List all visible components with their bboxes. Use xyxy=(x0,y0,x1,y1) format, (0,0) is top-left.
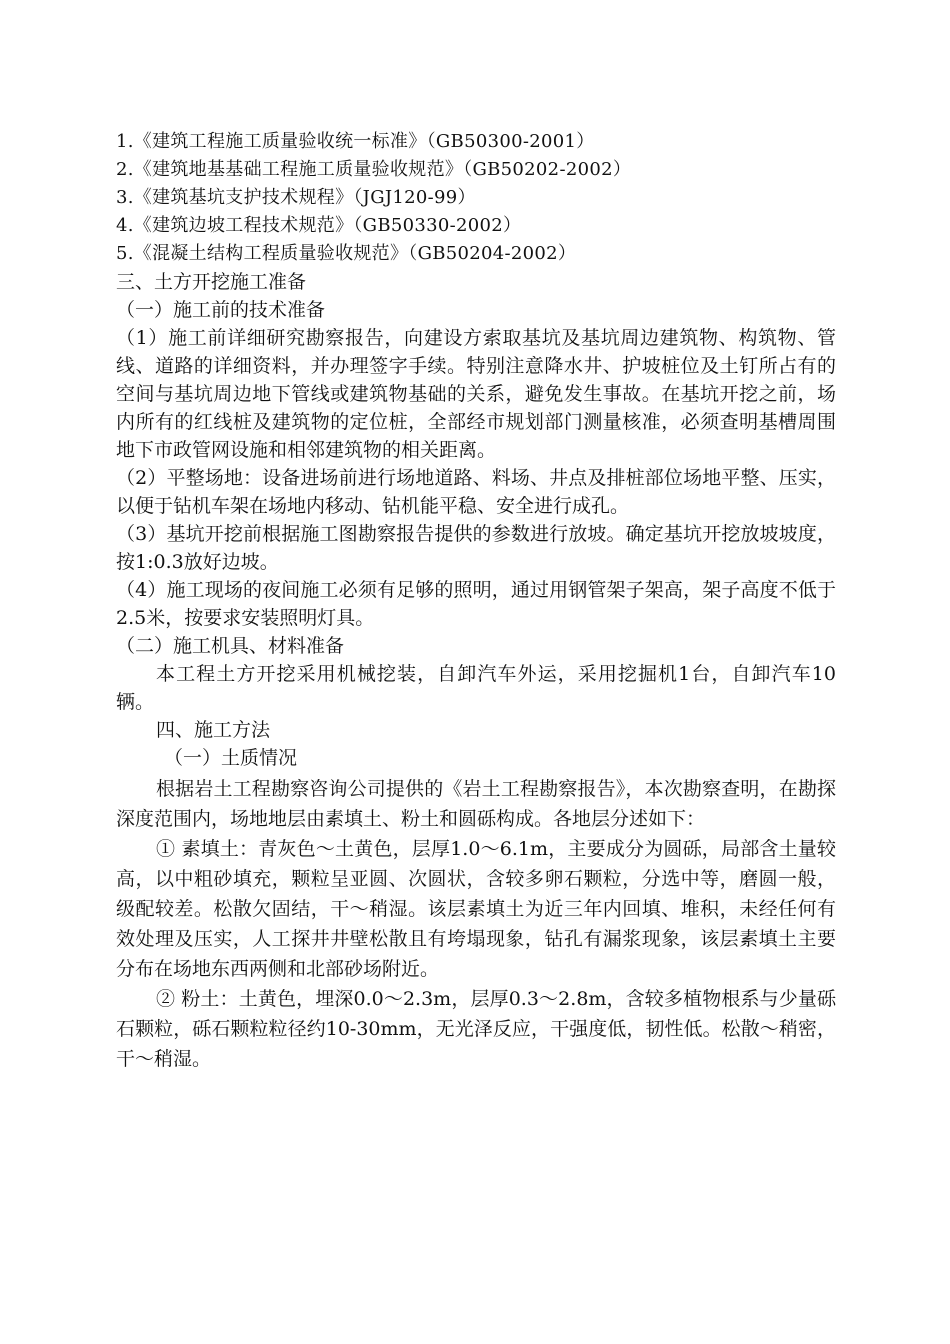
paragraph: （2）平整场地：设备进场前进行场地道路、料场、井点及排桩部位场地平整、压实，以便于钻机车架在场地内移动、钻机能平稳、安全进行成孔。 xyxy=(116,467,836,517)
section-heading: 三、土方开挖施工准备 xyxy=(116,271,307,293)
subsection-heading: （一）施工前的技术准备 xyxy=(116,299,326,321)
subsection-heading: （一）土质情况 xyxy=(164,747,298,769)
reference-item: 3.《建筑基坑支护技术规程》（JGJ120-99） xyxy=(116,187,476,208)
reference-item: 2.《建筑地基基础工程施工质量验收规范》（GB50202-2002） xyxy=(116,159,632,180)
reference-item: 4.《建筑边坡工程技术规范》（GB50330-2002） xyxy=(116,215,522,236)
reference-item: 5.《混凝土结构工程质量验收规范》（GB50204-2002） xyxy=(116,243,577,264)
section-heading: 四、施工方法 xyxy=(156,719,271,741)
paragraph: 本工程土方开挖采用机械挖装，自卸汽车外运，采用挖掘机1台，自卸汽车10辆。 xyxy=(116,663,836,713)
soil-layer-description: ② 粉土：土黄色，埋深0.0～2.3m，层厚0.3～2.8m，含较多植物根系与少量砾石颗粒，砾石颗粒粒径约10-30mm，无光泽反应，干强度低，韧性低。松散～稍密，干～稍湿。 xyxy=(116,988,836,1070)
paragraph: （1）施工前详细研究勘察报告，向建设方索取基坑及基坑周边建筑物、构筑物、管线、道路的详细资料，并办理签字手续。特别注意降水井、护坡桩位及土钉所占有的空间与基坑周边地下管线或建筑物基础的关系，避免发生事故。在基坑开挖之前，场内所有的红线桩及建筑物的定位桩，全部经市规划部门测量核准，必须查明基槽周围地下市政管网设施和相邻建筑物的相关距离。 xyxy=(116,327,836,461)
document-page xyxy=(116,128,836,1074)
paragraph: 根据岩土工程勘察咨询公司提供的《岩土工程勘察报告》，本次勘察查明，在勘探深度范围内，场地地层由素填土、粉土和圆砾构成。各地层分述如下： xyxy=(116,778,836,830)
paragraph: （4）施工现场的夜间施工必须有足够的照明，通过用钢管架子架高，架子高度不低于2.5米，按要求安装照明灯具。 xyxy=(116,579,836,629)
soil-layer-description: ① 素填土：青灰色～土黄色，层厚1.0～6.1m，主要成分为圆砾，局部含土量较高，以中粗砂填充，颗粒呈亚圆、次圆状，含较多卵石颗粒，分选中等，磨圆一般，级配较差。松散欠固结，干～稍湿。该层素填土为近三年内回填、堆积，未经任何有效处理及压实，人工探井井壁松散且有垮塌现象，钻孔有漏浆现象，该层素填土主要分布在场地东西两侧和北部砂场附近。 xyxy=(116,838,836,980)
reference-item: 1.《建筑工程施工质量验收统一标准》（GB50300-2001） xyxy=(116,131,595,152)
paragraph: （3）基坑开挖前根据施工图勘察报告提供的参数进行放坡。确定基坑开挖放坡坡度，按1:0.3放好边坡。 xyxy=(116,523,836,573)
subsection-heading: （二）施工机具、材料准备 xyxy=(116,635,345,657)
